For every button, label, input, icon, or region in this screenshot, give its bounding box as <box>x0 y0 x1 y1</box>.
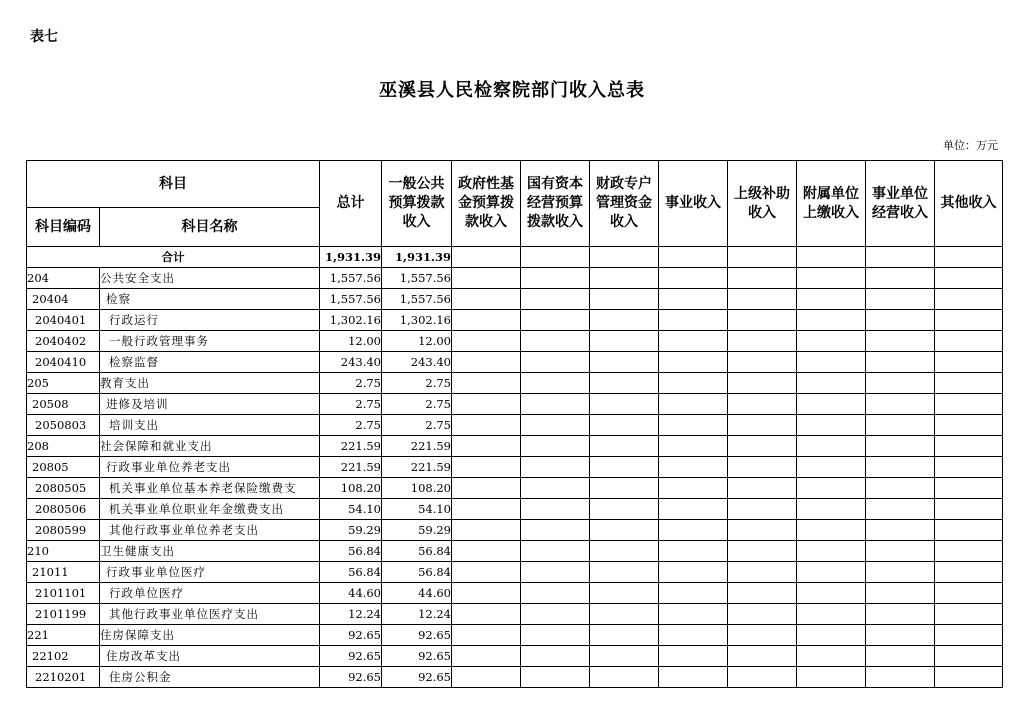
table-row <box>27 394 1003 415</box>
empty-cell <box>866 667 935 688</box>
empty-cell <box>935 604 1003 625</box>
empty-cell <box>935 478 1003 499</box>
empty-cell <box>866 394 935 415</box>
general-budget-cell: 2.75 <box>382 415 452 436</box>
empty-cell <box>590 625 659 646</box>
subject-name-cell: 检察监督 <box>100 352 320 373</box>
empty-cell <box>866 289 935 310</box>
subject-code-cell: 22102 <box>27 646 100 667</box>
empty-cell <box>866 331 935 352</box>
empty-cell <box>797 520 866 541</box>
subject-code-cell: 2040402 <box>27 331 100 352</box>
empty-cell <box>521 604 590 625</box>
empty-cell <box>797 415 866 436</box>
general-budget-cell: 92.65 <box>382 646 452 667</box>
header-other-income: 其他收入 <box>935 161 1003 247</box>
subject-code-cell: 21011 <box>27 562 100 583</box>
empty-cell <box>935 289 1003 310</box>
header-general-budget: 一般公共预算拨款收入 <box>382 161 452 247</box>
empty-cell <box>452 457 521 478</box>
subject-name-cell: 住房改革支出 <box>100 646 320 667</box>
general-budget-cell: 56.84 <box>382 562 452 583</box>
empty-cell <box>728 436 797 457</box>
empty-cell <box>866 352 935 373</box>
subject-code-cell: 2210201 <box>27 667 100 688</box>
empty-cell <box>728 352 797 373</box>
empty-cell <box>590 646 659 667</box>
empty-cell <box>728 499 797 520</box>
subject-name-cell: 进修及培训 <box>100 394 320 415</box>
table-row <box>27 499 1003 520</box>
empty-cell <box>728 310 797 331</box>
empty-cell <box>590 415 659 436</box>
subject-name-cell: 行政单位医疗 <box>100 583 320 604</box>
subject-code-cell: 204 <box>27 268 100 289</box>
general-budget-cell: 221.59 <box>382 457 452 478</box>
header-code: 科目编码 <box>27 208 100 247</box>
empty-cell <box>659 373 728 394</box>
empty-cell <box>590 604 659 625</box>
empty-cell <box>590 247 659 268</box>
table-row <box>27 268 1003 289</box>
empty-cell <box>935 310 1003 331</box>
empty-cell <box>521 352 590 373</box>
subject-name-cell: 行政事业单位医疗 <box>100 562 320 583</box>
empty-cell <box>452 583 521 604</box>
empty-cell <box>728 520 797 541</box>
general-budget-cell: 12.00 <box>382 331 452 352</box>
empty-cell <box>935 268 1003 289</box>
subject-code-cell: 2050803 <box>27 415 100 436</box>
empty-cell <box>590 457 659 478</box>
empty-cell <box>452 604 521 625</box>
header-subject: 科目 <box>27 161 320 208</box>
table-row <box>27 562 1003 583</box>
empty-cell <box>728 562 797 583</box>
subject-name-cell: 行政事业单位养老支出 <box>100 457 320 478</box>
subject-code-cell: 210 <box>27 541 100 562</box>
empty-cell <box>521 457 590 478</box>
subject-code-cell: 2040410 <box>27 352 100 373</box>
empty-cell <box>935 352 1003 373</box>
header-operating-income: 事业单位经营收入 <box>866 161 935 247</box>
empty-cell <box>521 646 590 667</box>
header-name: 科目名称 <box>100 208 320 247</box>
empty-cell <box>659 520 728 541</box>
general-budget-cell: 1,557.56 <box>382 268 452 289</box>
empty-cell <box>521 667 590 688</box>
table-row <box>27 646 1003 667</box>
empty-cell <box>452 268 521 289</box>
empty-cell <box>452 436 521 457</box>
empty-cell <box>452 352 521 373</box>
empty-cell <box>797 499 866 520</box>
general-budget-cell: 92.65 <box>382 667 452 688</box>
subject-code-cell: 221 <box>27 625 100 646</box>
subject-name-cell: 教育支出 <box>100 373 320 394</box>
empty-cell <box>866 499 935 520</box>
empty-cell <box>866 583 935 604</box>
empty-cell <box>728 457 797 478</box>
empty-cell <box>521 247 590 268</box>
empty-cell <box>659 436 728 457</box>
empty-cell <box>728 247 797 268</box>
empty-cell <box>866 310 935 331</box>
empty-cell <box>797 667 866 688</box>
empty-cell <box>866 625 935 646</box>
empty-cell <box>521 520 590 541</box>
general-budget-cell: 92.65 <box>382 625 452 646</box>
empty-cell <box>452 394 521 415</box>
empty-cell <box>521 394 590 415</box>
total-cell: 12.24 <box>320 604 382 625</box>
subject-code-cell: 20404 <box>27 289 100 310</box>
empty-cell <box>659 646 728 667</box>
empty-cell <box>866 520 935 541</box>
empty-cell <box>590 436 659 457</box>
empty-cell <box>866 562 935 583</box>
empty-cell <box>728 667 797 688</box>
general-budget-cell: 44.60 <box>382 583 452 604</box>
general-budget-cell: 1,557.56 <box>382 289 452 310</box>
empty-cell <box>521 373 590 394</box>
empty-cell <box>728 625 797 646</box>
empty-cell <box>797 541 866 562</box>
empty-cell <box>659 499 728 520</box>
empty-cell <box>659 625 728 646</box>
empty-cell <box>797 436 866 457</box>
header-business-income: 事业收入 <box>659 161 728 247</box>
table-row <box>27 457 1003 478</box>
empty-cell <box>935 583 1003 604</box>
empty-cell <box>797 289 866 310</box>
empty-cell <box>797 331 866 352</box>
empty-cell <box>935 667 1003 688</box>
empty-cell <box>935 541 1003 562</box>
unit-label: 单位：万元 <box>943 139 998 152</box>
table-row <box>27 541 1003 562</box>
total-cell: 221.59 <box>320 436 382 457</box>
subject-name-cell: 培训支出 <box>100 415 320 436</box>
empty-cell <box>452 499 521 520</box>
total-cell: 12.00 <box>320 331 382 352</box>
empty-cell <box>935 646 1003 667</box>
empty-cell <box>728 478 797 499</box>
empty-cell <box>728 583 797 604</box>
empty-cell <box>728 415 797 436</box>
empty-cell <box>452 625 521 646</box>
empty-cell <box>521 415 590 436</box>
total-cell: 2.75 <box>320 394 382 415</box>
empty-cell <box>590 667 659 688</box>
empty-cell <box>935 499 1003 520</box>
general-budget-cell: 221.59 <box>382 436 452 457</box>
empty-cell <box>728 373 797 394</box>
subject-name-cell: 其他行政事业单位养老支出 <box>100 520 320 541</box>
total-cell: 56.84 <box>320 562 382 583</box>
empty-cell <box>452 289 521 310</box>
empty-cell <box>659 604 728 625</box>
page-title: 巫溪县人民检察院部门收入总表 <box>379 80 645 101</box>
empty-cell <box>866 247 935 268</box>
empty-cell <box>590 310 659 331</box>
empty-cell <box>452 373 521 394</box>
empty-cell <box>935 331 1003 352</box>
empty-cell <box>659 331 728 352</box>
empty-cell <box>935 436 1003 457</box>
header-special-account: 财政专户管理资金收入 <box>590 161 659 247</box>
general-budget-cell: 243.40 <box>382 352 452 373</box>
empty-cell <box>452 478 521 499</box>
subject-code-cell: 20805 <box>27 457 100 478</box>
empty-cell <box>797 604 866 625</box>
subject-name-cell: 其他行政事业单位医疗支出 <box>100 604 320 625</box>
empty-cell <box>521 583 590 604</box>
empty-cell <box>590 583 659 604</box>
table-row <box>27 667 1003 688</box>
empty-cell <box>452 562 521 583</box>
subject-name-cell: 卫生健康支出 <box>100 541 320 562</box>
empty-cell <box>797 352 866 373</box>
subject-code-cell: 2080599 <box>27 520 100 541</box>
empty-cell <box>659 310 728 331</box>
general-budget-cell: 2.75 <box>382 373 452 394</box>
total-cell: 1,557.56 <box>320 289 382 310</box>
empty-cell <box>521 289 590 310</box>
total-row <box>27 247 1003 268</box>
empty-cell <box>797 625 866 646</box>
empty-cell <box>866 541 935 562</box>
empty-cell <box>797 310 866 331</box>
income-summary-table <box>26 160 1003 688</box>
subject-code-cell: 2040401 <box>27 310 100 331</box>
empty-cell <box>866 436 935 457</box>
empty-cell <box>452 520 521 541</box>
empty-cell <box>590 478 659 499</box>
table-row <box>27 373 1003 394</box>
header-state-capital: 国有资本经营预算拨款收入 <box>521 161 590 247</box>
empty-cell <box>659 268 728 289</box>
subject-name-cell: 行政运行 <box>100 310 320 331</box>
empty-cell <box>935 415 1003 436</box>
empty-cell <box>728 604 797 625</box>
empty-cell <box>797 646 866 667</box>
empty-cell <box>659 562 728 583</box>
empty-cell <box>797 373 866 394</box>
empty-cell <box>590 394 659 415</box>
total-cell: 1,931.39 <box>320 247 382 268</box>
empty-cell <box>521 436 590 457</box>
empty-cell <box>935 520 1003 541</box>
total-cell: 221.59 <box>320 457 382 478</box>
subject-code-cell: 2080506 <box>27 499 100 520</box>
subject-code-cell: 2101199 <box>27 604 100 625</box>
empty-cell <box>935 562 1003 583</box>
table-row <box>27 436 1003 457</box>
empty-cell <box>659 457 728 478</box>
total-cell: 2.75 <box>320 415 382 436</box>
empty-cell <box>590 562 659 583</box>
empty-cell <box>659 583 728 604</box>
table-row <box>27 310 1003 331</box>
general-budget-cell: 1,302.16 <box>382 310 452 331</box>
subject-code-cell: 20508 <box>27 394 100 415</box>
subject-name-cell: 住房公积金 <box>100 667 320 688</box>
subject-code-cell: 2080505 <box>27 478 100 499</box>
empty-cell <box>728 541 797 562</box>
empty-cell <box>659 394 728 415</box>
empty-cell <box>452 310 521 331</box>
empty-cell <box>866 478 935 499</box>
total-cell: 243.40 <box>320 352 382 373</box>
total-cell: 44.60 <box>320 583 382 604</box>
total-cell: 92.65 <box>320 667 382 688</box>
total-cell: 1,557.56 <box>320 268 382 289</box>
table-row <box>27 352 1003 373</box>
empty-cell <box>797 457 866 478</box>
subject-name-cell: 公共安全支出 <box>100 268 320 289</box>
general-budget-cell: 2.75 <box>382 394 452 415</box>
empty-cell <box>452 541 521 562</box>
general-budget-cell: 59.29 <box>382 520 452 541</box>
general-budget-cell: 108.20 <box>382 478 452 499</box>
empty-cell <box>521 499 590 520</box>
empty-cell <box>521 310 590 331</box>
empty-cell <box>659 289 728 310</box>
empty-cell <box>659 667 728 688</box>
empty-cell <box>521 478 590 499</box>
empty-cell <box>935 247 1003 268</box>
header-fund-budget: 政府性基金预算拨款收入 <box>452 161 521 247</box>
empty-cell <box>866 457 935 478</box>
empty-cell <box>659 415 728 436</box>
total-cell: 2.75 <box>320 373 382 394</box>
general-budget-cell: 56.84 <box>382 541 452 562</box>
table-row <box>27 415 1003 436</box>
total-cell: 56.84 <box>320 541 382 562</box>
empty-cell <box>797 394 866 415</box>
empty-cell <box>590 352 659 373</box>
empty-cell <box>797 562 866 583</box>
header-total: 总计 <box>320 161 382 247</box>
table-label: 表七 <box>30 29 58 45</box>
empty-cell <box>866 646 935 667</box>
subject-code-cell: 2101101 <box>27 583 100 604</box>
subject-code-cell: 208 <box>27 436 100 457</box>
empty-cell <box>797 583 866 604</box>
subject-name-cell: 社会保障和就业支出 <box>100 436 320 457</box>
table-row <box>27 583 1003 604</box>
subject-name-cell: 住房保障支出 <box>100 625 320 646</box>
empty-cell <box>797 478 866 499</box>
general-budget-cell: 1,931.39 <box>382 247 452 268</box>
empty-cell <box>521 562 590 583</box>
empty-cell <box>659 352 728 373</box>
empty-cell <box>659 478 728 499</box>
empty-cell <box>590 499 659 520</box>
table-row <box>27 478 1003 499</box>
empty-cell <box>521 268 590 289</box>
empty-cell <box>728 268 797 289</box>
subject-name-cell: 检察 <box>100 289 320 310</box>
empty-cell <box>797 247 866 268</box>
empty-cell <box>935 457 1003 478</box>
total-cell: 108.20 <box>320 478 382 499</box>
empty-cell <box>521 625 590 646</box>
empty-cell <box>728 394 797 415</box>
empty-cell <box>452 667 521 688</box>
total-label: 合计 <box>27 247 320 268</box>
subject-code-cell: 205 <box>27 373 100 394</box>
empty-cell <box>728 331 797 352</box>
header-affiliated-units: 附属单位上缴收入 <box>797 161 866 247</box>
empty-cell <box>659 247 728 268</box>
total-cell: 92.65 <box>320 646 382 667</box>
table-row <box>27 331 1003 352</box>
empty-cell <box>590 331 659 352</box>
empty-cell <box>521 541 590 562</box>
empty-cell <box>866 268 935 289</box>
table-row <box>27 289 1003 310</box>
empty-cell <box>866 373 935 394</box>
empty-cell <box>935 373 1003 394</box>
empty-cell <box>452 415 521 436</box>
empty-cell <box>452 247 521 268</box>
total-cell: 54.10 <box>320 499 382 520</box>
empty-cell <box>590 520 659 541</box>
empty-cell <box>728 289 797 310</box>
empty-cell <box>797 268 866 289</box>
general-budget-cell: 54.10 <box>382 499 452 520</box>
empty-cell <box>590 289 659 310</box>
empty-cell <box>590 541 659 562</box>
table-row <box>27 604 1003 625</box>
total-cell: 92.65 <box>320 625 382 646</box>
empty-cell <box>590 373 659 394</box>
empty-cell <box>866 604 935 625</box>
subject-name-cell: 机关事业单位职业年金缴费支出 <box>100 499 320 520</box>
empty-cell <box>452 331 521 352</box>
subject-name-cell: 一般行政管理事务 <box>100 331 320 352</box>
empty-cell <box>728 646 797 667</box>
empty-cell <box>866 415 935 436</box>
empty-cell <box>452 646 521 667</box>
total-cell: 1,302.16 <box>320 310 382 331</box>
total-cell: 59.29 <box>320 520 382 541</box>
table-row <box>27 520 1003 541</box>
subject-name-cell: 机关事业单位基本养老保险缴费支 <box>100 478 320 499</box>
empty-cell <box>521 331 590 352</box>
empty-cell <box>935 394 1003 415</box>
table-row <box>27 625 1003 646</box>
general-budget-cell: 12.24 <box>382 604 452 625</box>
header-superior-subsidy: 上级补助收入 <box>728 161 797 247</box>
empty-cell <box>935 625 1003 646</box>
empty-cell <box>590 268 659 289</box>
empty-cell <box>659 541 728 562</box>
